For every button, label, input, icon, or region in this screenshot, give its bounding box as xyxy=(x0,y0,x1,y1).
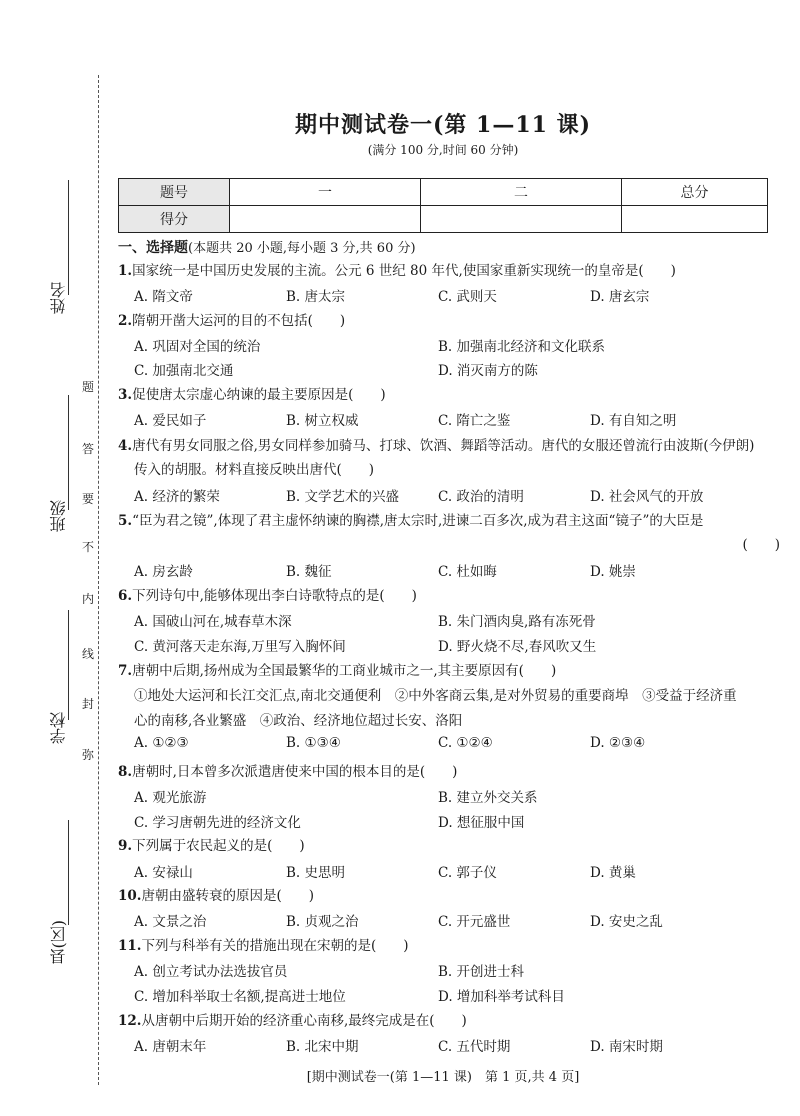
page-title: 期中测试卷一(第 1—11 课) xyxy=(294,112,592,138)
question-text-continued xyxy=(134,685,778,707)
question-number: 5. xyxy=(118,513,133,529)
option: B. 朱门酒肉臭,路有冻死骨 xyxy=(438,614,596,630)
option: C. 五代时期 xyxy=(438,1039,511,1055)
option: C. 杜如晦 xyxy=(438,564,497,580)
option: C. 增加科举取士名额,提高进士地位 xyxy=(134,989,346,1005)
question-text: 从唐朝中后期开始的经济重心南移,最终完成是在( ) xyxy=(141,1013,467,1029)
score-table xyxy=(118,178,768,233)
score-cell: 得分 xyxy=(119,206,230,233)
option-row xyxy=(134,811,774,833)
seal-char: 封 xyxy=(81,697,94,711)
option: B. 开创进士科 xyxy=(438,964,525,980)
option: B. 加强南北经济和文化联系 xyxy=(438,339,606,355)
answer-bracket xyxy=(690,534,780,556)
question-text: 唐朝中后期,扬州成为全国最繁华的工商业城市之一,其主要原因有( ) xyxy=(132,663,557,679)
option: B. 建立外交关系 xyxy=(438,790,538,806)
question-text: ( ) xyxy=(742,537,780,553)
option: A. 房玄龄 xyxy=(134,564,193,580)
option: A. ①②③ xyxy=(134,735,189,751)
score-cell: 题号 xyxy=(119,179,230,206)
question-number: 8. xyxy=(118,764,133,780)
question-text: “臣为君之镜”,体现了君主虚怀纳谏的胸襟,唐太宗时,进谏二百多次,成为君主这面“镜子”的大臣是 xyxy=(132,513,704,529)
question-number: 12. xyxy=(118,1013,142,1029)
option: A. 唐朝末年 xyxy=(134,1039,207,1055)
page-subtitle: (满分 100 分,时间 60 分钟) xyxy=(367,143,519,157)
section-title: 一、选择题 xyxy=(118,240,188,256)
seal-char: 不 xyxy=(81,540,94,554)
option: A. 观光旅游 xyxy=(134,790,207,806)
option: C. 武则天 xyxy=(438,289,497,305)
question xyxy=(118,510,778,532)
school-fill-line xyxy=(68,610,69,720)
question-text: ①地处大运河和长江交汇点,南北交通便利 ②中外客商云集,是对外贸易的重要商埠 ③受益于经济重 xyxy=(134,688,737,704)
question-text: 隋朝开凿大运河的目的不包括( ) xyxy=(132,313,346,329)
option: B. 北宋中期 xyxy=(286,1039,359,1055)
option: A. 巩固对全国的统治 xyxy=(134,339,261,355)
question xyxy=(118,310,778,332)
option-row xyxy=(134,610,774,632)
option: A. 隋文帝 xyxy=(134,289,193,305)
question xyxy=(118,585,778,607)
question-number: 1. xyxy=(118,263,133,279)
score-table-score-row xyxy=(119,206,768,233)
option: C. 开元盛世 xyxy=(438,914,511,930)
section-note: (本题共 20 小题,每小题 3 分,共 60 分) xyxy=(188,241,416,256)
question-text: 国家统一是中国历史发展的主流。公元 6 世纪 80 年代,使国家重新实现统一的皇帝是( ) xyxy=(132,263,676,279)
question xyxy=(118,885,778,907)
question-number: 9. xyxy=(118,838,133,854)
question-number: 3. xyxy=(118,387,133,403)
option-row xyxy=(134,960,774,982)
score-input-cell[interactable] xyxy=(230,206,421,233)
score-cell: 二 xyxy=(421,179,622,206)
question-text: 下列与科举有关的措施出现在宋朝的是( ) xyxy=(141,938,409,954)
question-text: 唐朝时,日本曾多次派遣唐使来中国的根本目的是( ) xyxy=(132,764,458,780)
option: B. 树立权威 xyxy=(286,413,359,429)
option-row xyxy=(134,359,774,381)
question-number: 10. xyxy=(118,888,142,904)
option: A. 爱民如子 xyxy=(134,413,207,429)
seal-dashed-line xyxy=(98,75,99,1085)
option: D. 唐玄宗 xyxy=(590,289,650,305)
question-text: 下列诗句中,能够体现出李白诗歌特点的是( ) xyxy=(132,588,417,604)
option-row xyxy=(134,285,774,307)
seal-char: 内 xyxy=(81,592,94,606)
option: C. 政治的清明 xyxy=(438,489,524,505)
option: D. 黄巢 xyxy=(590,865,636,881)
seal-char: 题 xyxy=(81,380,94,394)
option: D. 安史之乱 xyxy=(590,914,663,930)
option: A. 国破山河在,城春草木深 xyxy=(134,614,292,630)
question-text: 传入的胡服。材料直接反映出唐代( ) xyxy=(134,462,375,478)
option: B. 文学艺术的兴盛 xyxy=(286,489,400,505)
county-label: 县(区) xyxy=(49,920,68,965)
option-row xyxy=(134,861,774,883)
question-number: 7. xyxy=(118,663,133,679)
county-fill-line xyxy=(68,820,69,925)
option-row xyxy=(134,910,774,932)
score-input-cell[interactable] xyxy=(421,206,622,233)
option: D. 消灭南方的陈 xyxy=(438,363,538,379)
question xyxy=(118,761,778,783)
option: D. 社会风气的开放 xyxy=(590,489,704,505)
question-text: 下列属于农民起义的是( ) xyxy=(132,838,305,854)
question-text: 促使唐太宗虚心纳谏的最主要原因是( ) xyxy=(132,387,386,403)
option: B. 贞观之治 xyxy=(286,914,359,930)
question xyxy=(118,660,778,682)
question-text: 心的南移,各业繁盛 ④政治、经济地位超过长安、洛阳 xyxy=(134,713,463,729)
question-text-continued xyxy=(134,459,774,481)
option-row xyxy=(134,409,774,431)
option-row xyxy=(134,786,774,808)
option: D. 有自知之明 xyxy=(590,413,677,429)
question xyxy=(118,260,778,282)
option: D. 增加科举考试科目 xyxy=(438,989,565,1005)
seal-char: 答 xyxy=(81,442,94,456)
option-row xyxy=(134,735,774,757)
option: C. 郭子仪 xyxy=(438,865,497,881)
name-label: 姓名 xyxy=(49,282,68,314)
option: C. 学习唐朝先进的经济文化 xyxy=(134,815,301,831)
seal-char: 要 xyxy=(81,492,94,506)
option-row xyxy=(134,485,774,507)
option-row xyxy=(134,635,774,657)
page-footer: [期中测试卷一(第 1—11 课) 第 1 页,共 4 页] xyxy=(306,1070,580,1085)
question xyxy=(118,435,778,457)
option: D. ②③④ xyxy=(590,735,646,751)
option-row xyxy=(134,1035,774,1057)
question-text: 唐代有男女同服之俗,男女同样参加骑马、打球、饮酒、舞蹈等活动。唐代的女服还曾流行由波斯(今伊朗) xyxy=(132,438,755,454)
option-row xyxy=(134,560,774,582)
question-number: 6. xyxy=(118,588,133,604)
option: D. 南宋时期 xyxy=(590,1039,663,1055)
option: C. 加强南北交通 xyxy=(134,363,234,379)
option: D. 想征服中国 xyxy=(438,815,525,831)
class-fill-line xyxy=(68,395,69,510)
question-number: 11. xyxy=(118,938,142,954)
option: D. 姚崇 xyxy=(590,564,636,580)
question-number: 4. xyxy=(118,438,133,454)
option: A. 创立考试办法选拔官员 xyxy=(134,964,288,980)
option: A. 安禄山 xyxy=(134,865,193,881)
question-text-continued xyxy=(134,710,774,732)
option: A. 文景之治 xyxy=(134,914,207,930)
option: B. 史思明 xyxy=(286,865,346,881)
question-number: 2. xyxy=(118,313,133,329)
option: B. 魏征 xyxy=(286,564,332,580)
option: C. 黄河落天走东海,万里写入胸怀间 xyxy=(134,639,346,655)
score-input-cell[interactable] xyxy=(622,206,768,233)
question xyxy=(118,384,778,406)
option: B. 唐太宗 xyxy=(286,289,346,305)
question xyxy=(118,1010,778,1032)
question xyxy=(118,835,778,857)
name-fill-line xyxy=(68,180,69,295)
option: D. 野火烧不尽,春风吹又生 xyxy=(438,639,597,655)
seal-char: 线 xyxy=(81,647,94,661)
question-text: 唐朝由盛转衰的原因是( ) xyxy=(141,888,315,904)
seal-char: 弥 xyxy=(81,748,94,762)
option: C. 隋亡之鉴 xyxy=(438,413,511,429)
option: A. 经济的繁荣 xyxy=(134,489,220,505)
option-row xyxy=(134,335,774,357)
section-heading xyxy=(118,237,416,257)
option-row xyxy=(134,985,774,1007)
score-cell: 一 xyxy=(230,179,421,206)
class-label: 班级 xyxy=(49,500,68,532)
option: C. ①②④ xyxy=(438,735,493,751)
question xyxy=(118,935,778,957)
option: B. ①③④ xyxy=(286,735,341,751)
school-label: 学校 xyxy=(49,712,68,744)
score-cell: 总分 xyxy=(622,179,768,206)
score-table-header-row xyxy=(119,179,768,206)
